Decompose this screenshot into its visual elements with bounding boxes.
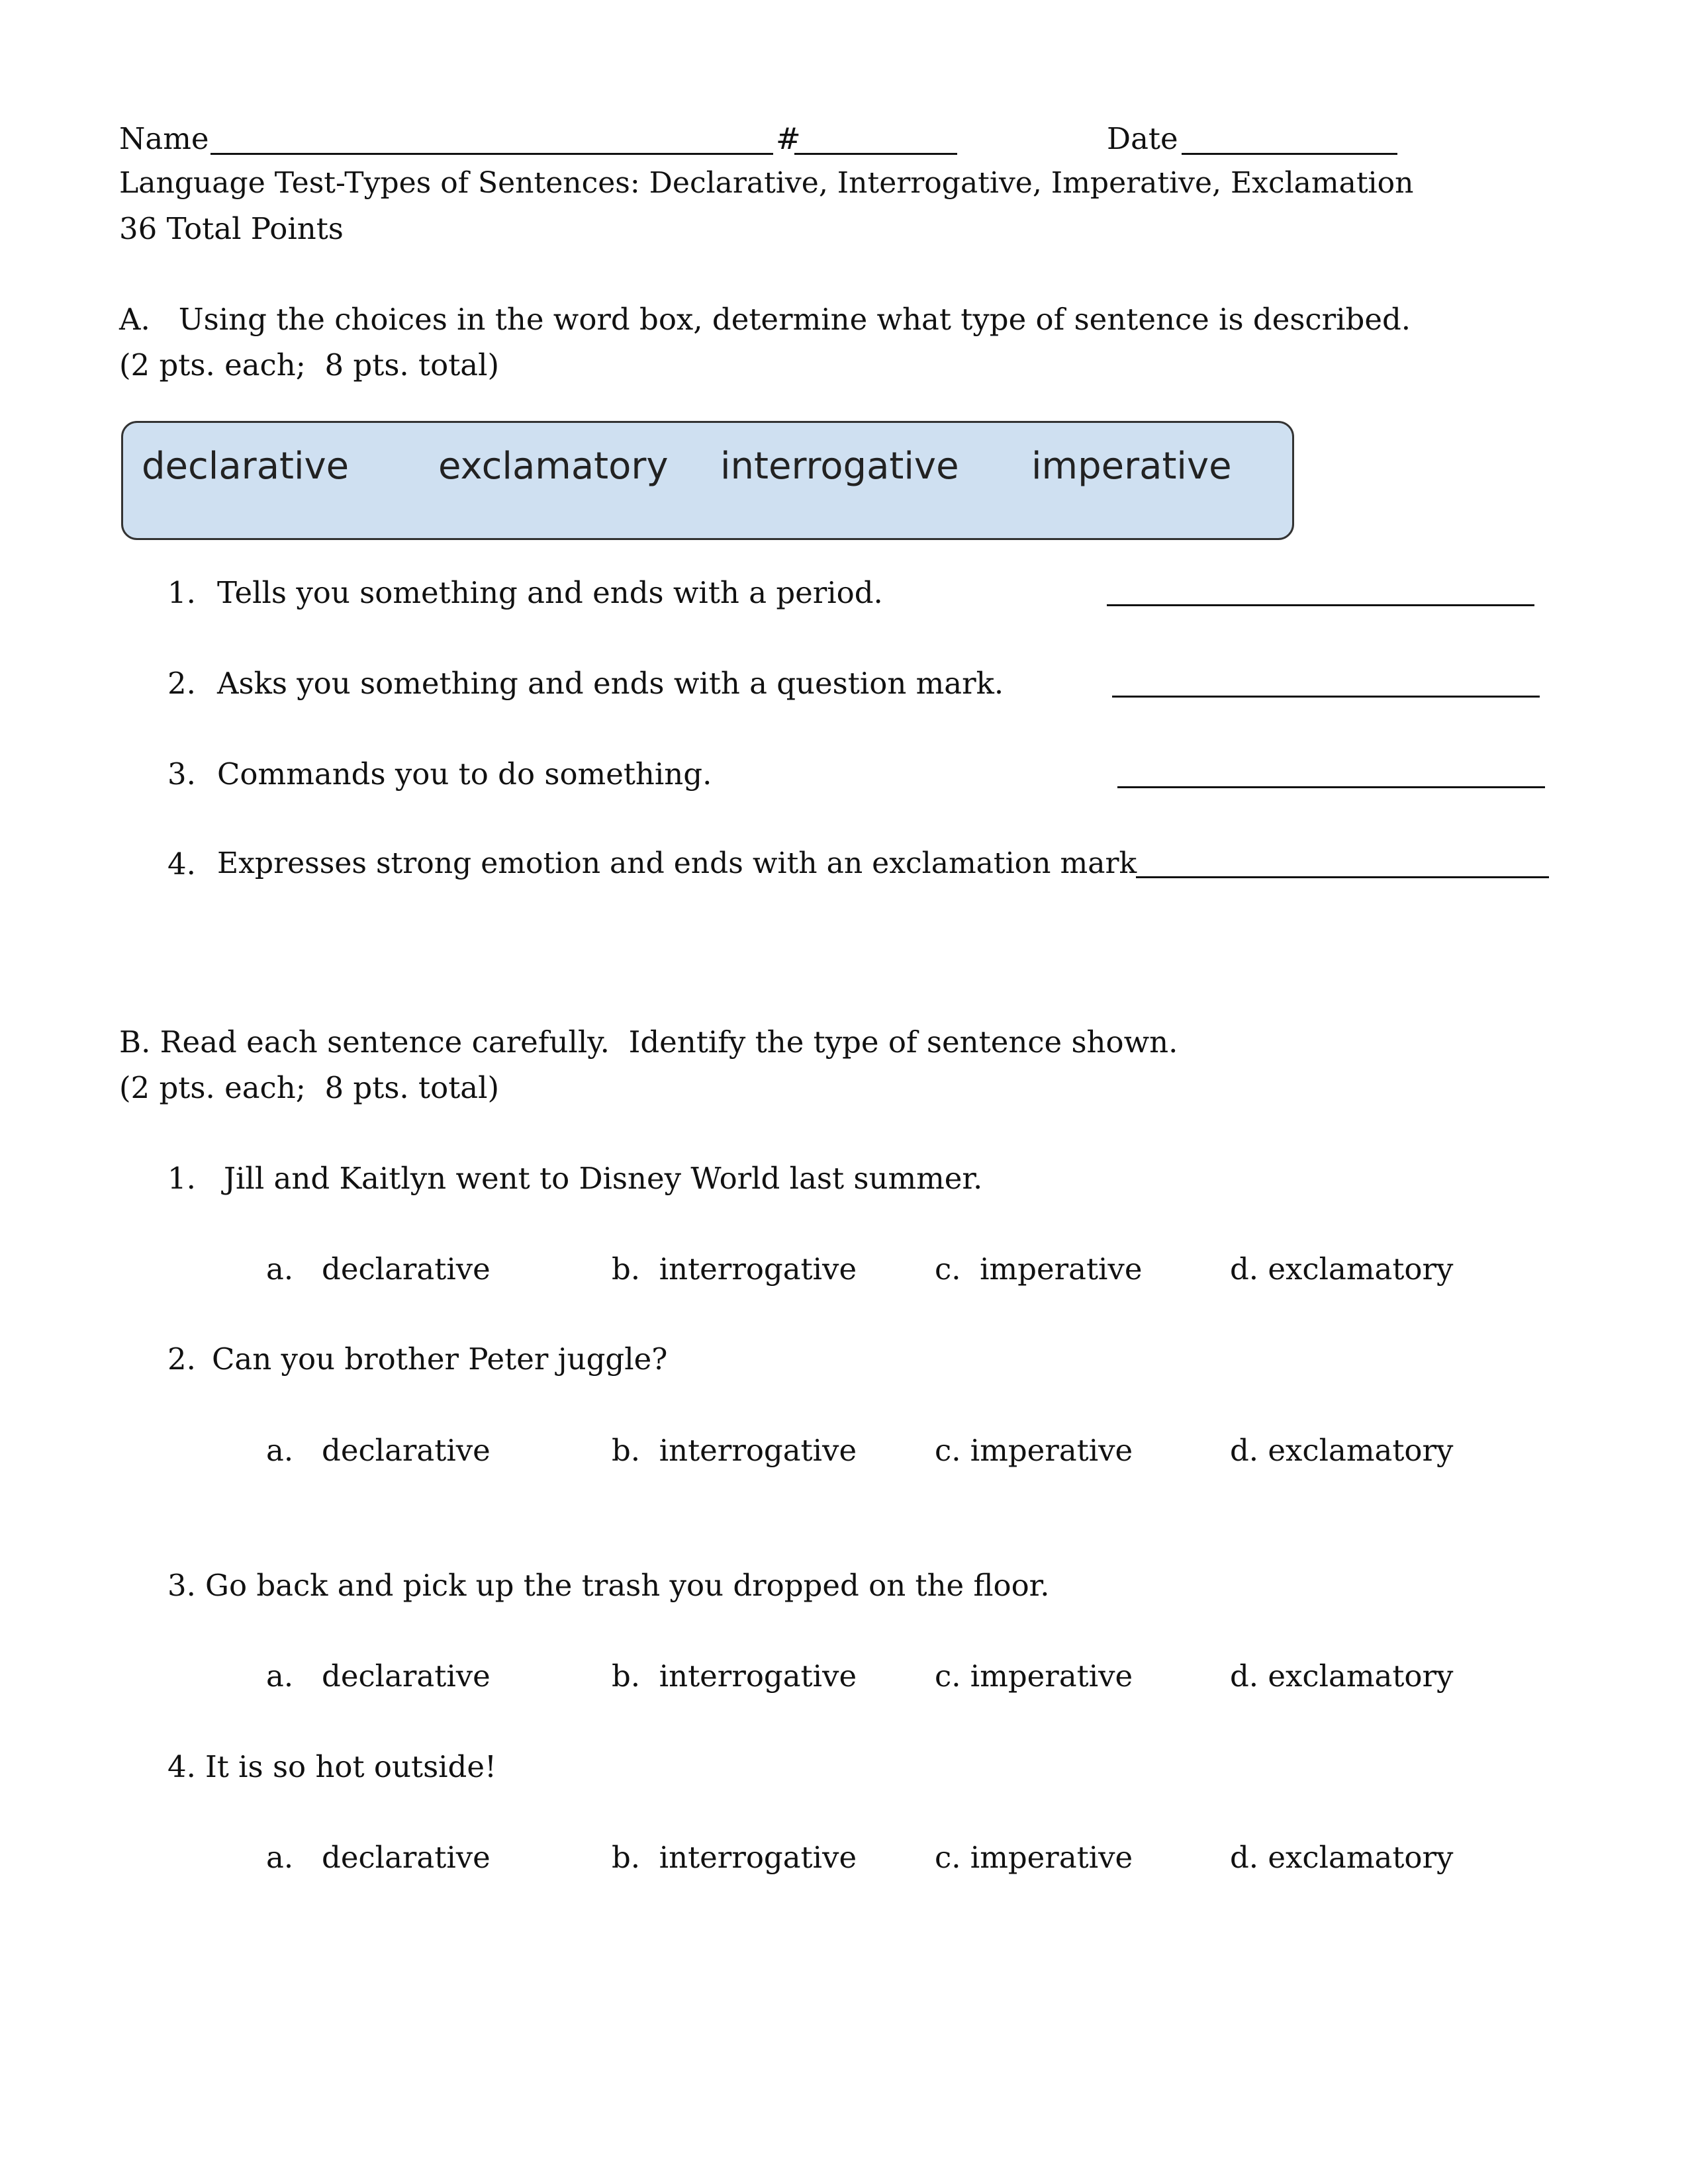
b-question-number: 4. — [167, 1749, 196, 1784]
option-c[interactable]: c. imperative — [935, 1659, 1133, 1694]
option-c[interactable]: c. imperative — [935, 1840, 1133, 1875]
option-b[interactable]: b. interrogative — [612, 1840, 857, 1875]
section-a-instruction: A. Using the choices in the word box, determine what type of sentence is described. — [119, 302, 1411, 337]
word-box-item: exclamatory — [438, 445, 669, 488]
a-item-text: Asks you something and ends with a question mark. — [217, 666, 1004, 701]
a-answer-blank[interactable] — [1117, 786, 1545, 788]
a-item-number: 2. — [167, 666, 196, 701]
b-question-text: Go back and pick up the trash you dropped on the floor. — [205, 1568, 1050, 1603]
option-d[interactable]: d. exclamatory — [1230, 1251, 1454, 1287]
section-a-points: (2 pts. each; 8 pts. total) — [119, 347, 500, 383]
a-answer-blank[interactable] — [1112, 696, 1540, 698]
option-a[interactable]: a. declarative — [266, 1840, 491, 1875]
word-box — [121, 421, 1294, 540]
a-answer-blank[interactable] — [1136, 876, 1549, 878]
b-question-number: 3. — [167, 1568, 196, 1603]
a-item-text: Tells you something and ends with a period. — [217, 575, 883, 610]
a-answer-blank[interactable] — [1107, 604, 1534, 606]
option-b[interactable]: b. interrogative — [612, 1433, 857, 1468]
option-a[interactable]: a. declarative — [266, 1251, 491, 1287]
option-a[interactable]: a. declarative — [266, 1433, 491, 1468]
a-item-text: Commands you to do something. — [217, 756, 712, 792]
a-item-number: 1. — [167, 575, 196, 610]
word-box-item: imperative — [1031, 445, 1232, 488]
option-a[interactable]: a. declarative — [266, 1659, 491, 1694]
number-label: # — [776, 121, 801, 156]
b-question-number: 1. — [167, 1161, 196, 1196]
total-points: 36 Total Points — [119, 211, 344, 246]
section-b-instruction: B. Read each sentence carefully. Identify the type of sentence shown. — [119, 1024, 1178, 1060]
a-item-number: 4. — [167, 846, 196, 882]
option-c[interactable]: c. imperative — [935, 1433, 1133, 1468]
option-d[interactable]: d. exclamatory — [1230, 1433, 1454, 1468]
date-blank[interactable] — [1182, 153, 1397, 155]
option-d[interactable]: d. exclamatory — [1230, 1840, 1454, 1875]
option-b[interactable]: b. interrogative — [612, 1251, 857, 1287]
test-title: Language Test-Types of Sentences: Declarative, Interrogative, Imperative, Exclamation — [119, 166, 1414, 200]
option-b[interactable]: b. interrogative — [612, 1659, 857, 1694]
name-label: Name — [119, 121, 209, 156]
a-item-number: 3. — [167, 756, 196, 792]
date-label: Date — [1107, 121, 1178, 156]
word-box-item: declarative — [142, 445, 350, 488]
b-question-text: It is so hot outside! — [205, 1749, 497, 1784]
name-blank[interactable] — [211, 153, 773, 155]
b-question-text: Jill and Kaitlyn went to Disney World last summer. — [224, 1161, 983, 1196]
option-c[interactable]: c. imperative — [935, 1251, 1143, 1287]
option-d[interactable]: d. exclamatory — [1230, 1659, 1454, 1694]
word-box-item: interrogative — [720, 445, 959, 488]
section-b-points: (2 pts. each; 8 pts. total) — [119, 1070, 500, 1105]
b-question-number: 2. — [167, 1342, 196, 1377]
a-item-text: Expresses strong emotion and ends with an exclamation mark — [217, 846, 1137, 880]
b-question-text: Can you brother Peter juggle? — [212, 1342, 668, 1377]
number-blank[interactable] — [794, 153, 957, 155]
